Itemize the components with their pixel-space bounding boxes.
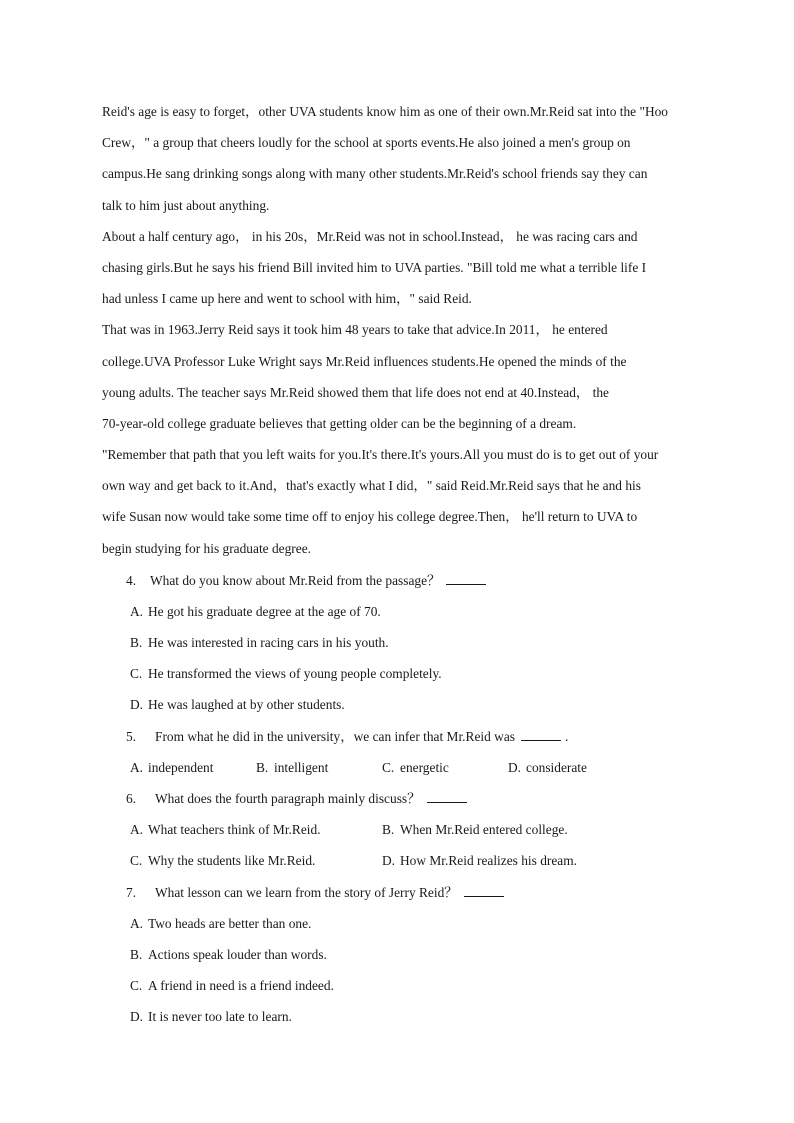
question-prompt: What do you know about Mr.Reid from the passage？ (150, 573, 441, 588)
passage-line: own way and get back to it.And，that's exactly what I did，" said Reid.Mr.Reid says that he and his (102, 478, 641, 494)
question-6-option-c[interactable] (130, 850, 315, 872)
answer-blank[interactable] (427, 788, 467, 803)
option-text: energetic (400, 760, 449, 775)
question-6-options-row-2 (0, 850, 794, 874)
option-text: It is never too late to learn. (148, 1009, 292, 1024)
option-text: intelligent (274, 760, 329, 775)
question-5-option-d[interactable] (508, 757, 587, 779)
question-6-options-row-1 (0, 819, 794, 843)
question-prompt: From what he did in the university，we can infer that Mr.Reid was (155, 729, 515, 744)
question-7-option-a[interactable] (0, 913, 794, 937)
question-number: 6. (126, 791, 137, 806)
question-4-option-b[interactable] (0, 632, 794, 656)
option-text: independent (148, 760, 214, 775)
passage-line: had unless I came up here and went to school with him，" said Reid. (102, 291, 472, 307)
question-5-stem (0, 726, 794, 750)
passage-line: About a half century ago， in his 20s，Mr.Reid was not in school.Instead， he was racing cars and (102, 228, 638, 244)
option-letter: C. (382, 760, 395, 775)
question-7-stem (0, 882, 794, 906)
question-5-option-a[interactable] (130, 757, 213, 779)
option-letter: A. (130, 760, 144, 775)
option-letter: A. (130, 604, 144, 619)
question-6-option-b[interactable] (382, 819, 568, 841)
question-text (155, 882, 504, 904)
option-letter: D. (382, 853, 396, 868)
answer-blank[interactable] (464, 882, 504, 897)
option-text: considerate (526, 760, 587, 775)
question-number: 4. (126, 573, 137, 588)
passage-line: chasing girls.But he says his friend Bill invited him to UVA parties. "Bill told me what a terrible life I (102, 259, 647, 275)
question-text (155, 726, 568, 748)
option-letter: A. (130, 822, 144, 837)
answer-blank[interactable] (521, 726, 561, 741)
question-6-option-d[interactable] (382, 850, 577, 872)
passage-line: That was in 1963.Jerry Reid says it took him 48 years to take that advice.In 2011， he entered (102, 322, 608, 338)
option-letter: D. (130, 697, 144, 712)
question-7-option-d[interactable] (0, 1006, 794, 1030)
option-letter: B. (130, 947, 143, 962)
question-text (155, 788, 467, 810)
question-4-option-c[interactable] (0, 663, 794, 687)
option-letter: C. (130, 978, 143, 993)
question-prompt: What does the fourth paragraph mainly discuss？ (155, 791, 421, 806)
reading-passage (102, 101, 702, 569)
option-text: What teachers think of Mr.Reid. (148, 822, 321, 837)
passage-line: campus.He sang drinking songs along with many other students.Mr.Reid's school friends say they can (102, 166, 648, 182)
option-text: Why the students like Mr.Reid. (148, 853, 316, 868)
option-text: Actions speak louder than words. (148, 947, 327, 962)
passage-line: "Remember that path that you left waits for you.It's there.It's yours.All you must do is to get out of your (102, 447, 659, 463)
option-letter: C. (130, 666, 143, 681)
option-letter: C. (130, 853, 143, 868)
question-4-option-d[interactable] (0, 694, 794, 718)
option-text: Two heads are better than one. (148, 916, 312, 931)
passage-line: college.UVA Professor Luke Wright says Mr.Reid influences students.He opened the minds of the (102, 353, 627, 369)
question-trailing: . (564, 729, 569, 744)
passage-line: wife Susan now would take some time off to enjoy his college degree.Then， he'll return to UVA to (102, 509, 638, 525)
question-6-option-a[interactable] (130, 819, 321, 841)
option-letter: B. (130, 635, 143, 650)
option-text: He was interested in racing cars in his youth. (148, 635, 389, 650)
question-4-option-a[interactable] (0, 601, 794, 625)
answer-blank[interactable] (446, 570, 486, 585)
question-5-option-c[interactable] (382, 757, 449, 779)
passage-line: begin studying for his graduate degree. (102, 540, 311, 556)
option-letter: D. (130, 1009, 144, 1024)
option-letter: D. (508, 760, 522, 775)
passage-line: young adults. The teacher says Mr.Reid showed them that life does not end at 40.Instead， the (102, 384, 609, 400)
question-7-option-c[interactable] (0, 975, 794, 999)
question-5-option-b[interactable] (256, 757, 328, 779)
option-text: He got his graduate degree at the age of 70. (148, 604, 381, 619)
option-letter: A. (130, 916, 144, 931)
question-number: 5. (126, 729, 137, 744)
option-letter: B. (382, 822, 395, 837)
question-5-options (0, 757, 794, 781)
passage-line: 70-year-old college graduate believes that getting older can be the beginning of a dream. (102, 415, 577, 431)
passage-line: talk to him just about anything. (102, 197, 270, 213)
option-text: When Mr.Reid entered college. (400, 822, 568, 837)
passage-line: Crew，" a group that cheers loudly for the school at sports events.He also joined a men's group on (102, 135, 631, 151)
passage-line: Reid's age is easy to forget，other UVA students know him as one of their own.Mr.Reid sat into the "Hoo (102, 104, 669, 119)
option-text: He transformed the views of young people completely. (148, 666, 442, 681)
option-text: He was laughed at by other students. (148, 697, 345, 712)
option-text: A friend in need is a friend indeed. (148, 978, 334, 993)
option-letter: B. (256, 760, 269, 775)
question-prompt: What lesson can we learn from the story of Jerry Reid？ (155, 885, 458, 900)
option-text: How Mr.Reid realizes his dream. (400, 853, 578, 868)
question-text (150, 570, 486, 592)
question-4-stem (0, 570, 794, 594)
question-7-option-b[interactable] (0, 944, 794, 968)
question-number: 7. (126, 885, 137, 900)
question-6-stem (0, 788, 794, 812)
